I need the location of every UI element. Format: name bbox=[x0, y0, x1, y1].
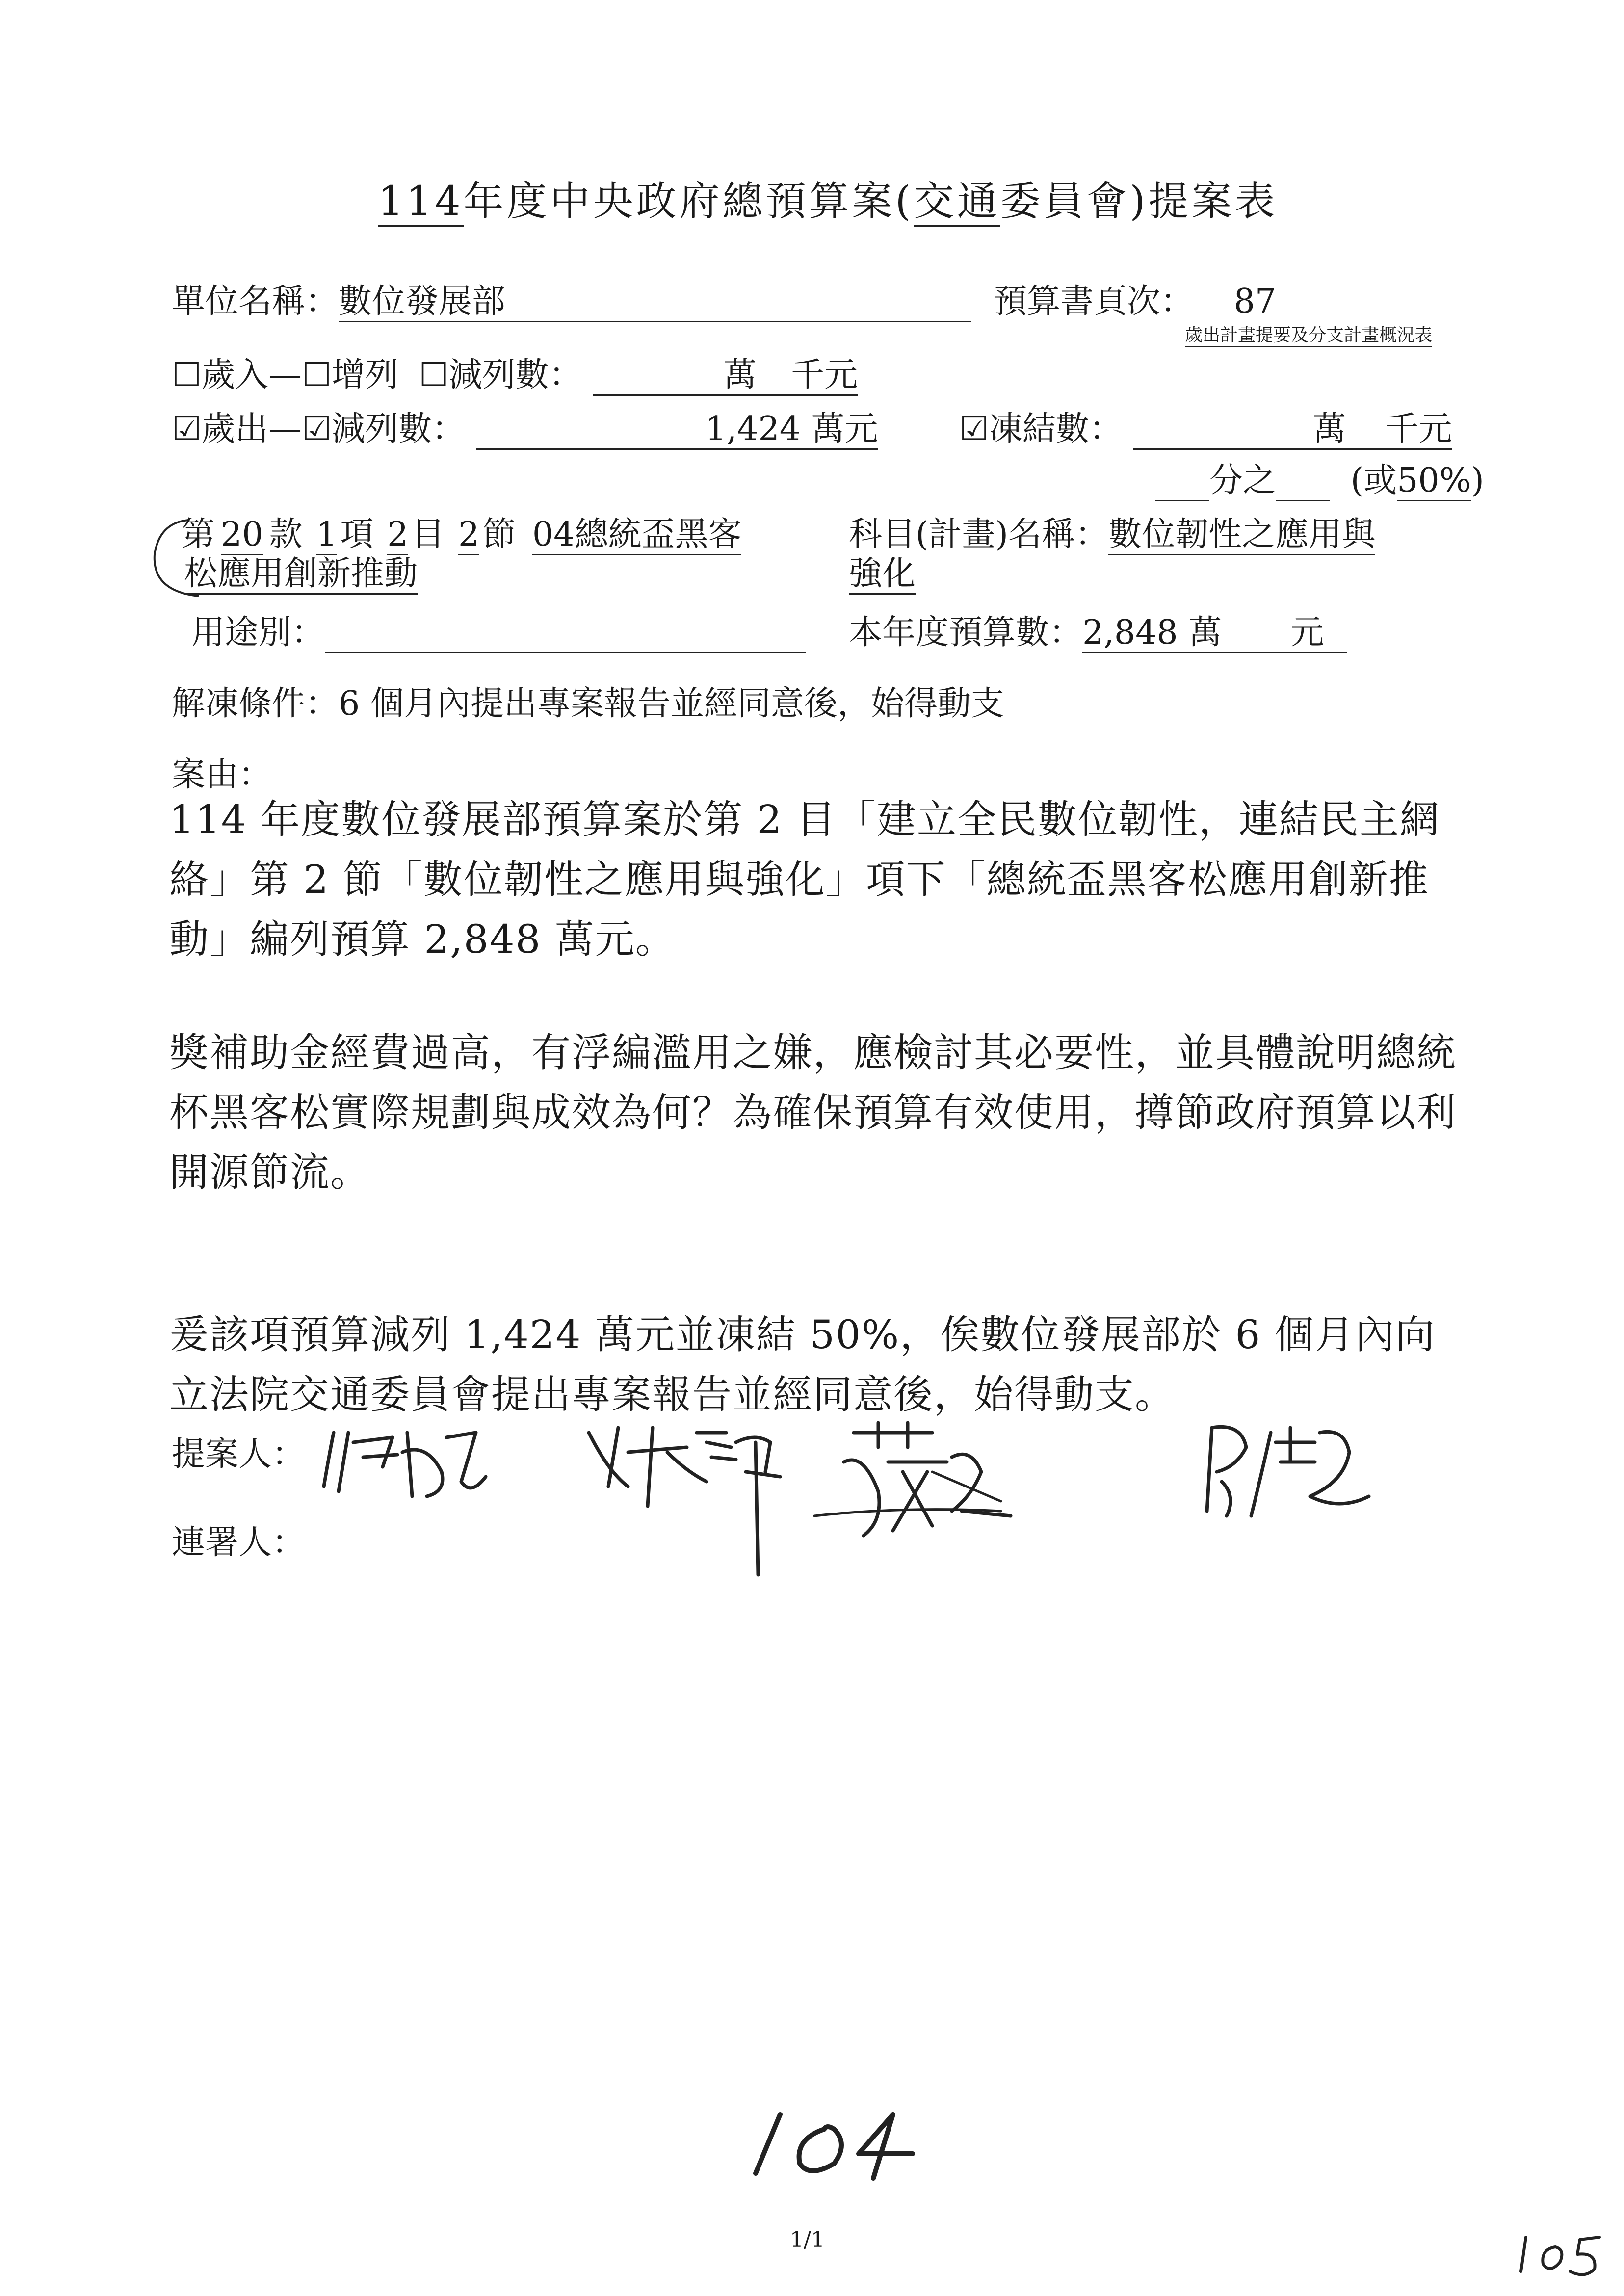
item-jie: 2 bbox=[458, 516, 479, 555]
checkbox-checked-icon: ☑ bbox=[959, 410, 989, 448]
unit-label: 單位名稱： bbox=[172, 282, 339, 321]
handwritten-page-number bbox=[726, 2100, 932, 2188]
reason-paragraph-3: 爰該項預算減列 1,424 萬元並凍結 50%，俟數位發展部於 6 個月內向立法院交通委員會提出專案報告並經同意後，始得動支。 bbox=[169, 1312, 1436, 1417]
freeze-row bbox=[959, 402, 1452, 450]
page-ref-label: 預算書頁次： bbox=[994, 282, 1194, 321]
expense-label: 歲出— bbox=[201, 410, 302, 448]
signature-4 bbox=[1207, 1427, 1369, 1516]
expense-reduce-value: 1,424 萬元 bbox=[476, 410, 878, 450]
reason-label: 案由： bbox=[172, 756, 272, 794]
title-committee: 交通 bbox=[914, 179, 1000, 227]
title-part1: 年度中央政府總預算案( bbox=[463, 178, 914, 225]
freeze-amount-field: 萬 千元 bbox=[1133, 410, 1452, 450]
signatures bbox=[314, 1413, 1442, 1590]
unit-row bbox=[172, 275, 971, 322]
checkbox-checked-icon: ☑ bbox=[172, 410, 202, 448]
add-label: 增列 bbox=[331, 356, 398, 394]
fen-zhi-label: 分之 bbox=[1209, 461, 1277, 500]
usage-row bbox=[191, 606, 806, 653]
signature-1 bbox=[324, 1433, 486, 1496]
subject-row-2 bbox=[849, 554, 916, 595]
item-name-2: 松應用創新推動 bbox=[184, 555, 418, 595]
fraction-row: 分之 (或50%) bbox=[1155, 454, 1484, 501]
checkbox-icon: ☐ bbox=[172, 356, 202, 394]
page-ref-note: 歲出計畫提要及分支計畫概況表 bbox=[1185, 321, 1432, 347]
subject-value-1: 數位韌性之應用與 bbox=[1108, 516, 1375, 555]
title-part2: 委員會)提案表 bbox=[1000, 178, 1278, 225]
unfreeze-value: 6 個月內提出專案報告並經同意後，始得動支 bbox=[339, 684, 1004, 723]
or-label: (或 bbox=[1350, 461, 1397, 500]
item-name-1: 總統盃黑客 bbox=[575, 516, 741, 555]
corner-handwritten-number bbox=[1511, 2227, 1609, 2281]
proposer-label: 提案人： bbox=[172, 1435, 306, 1474]
item-row-2 bbox=[184, 554, 418, 595]
expense-row bbox=[172, 402, 878, 450]
checkbox-checked-icon: ☑ bbox=[301, 410, 332, 448]
page-title bbox=[378, 169, 1278, 227]
subject-value-2: 強化 bbox=[849, 555, 916, 595]
page-ref-value: 87 bbox=[1233, 282, 1277, 321]
budget-amount-field: 2,848 萬 元 bbox=[1082, 614, 1347, 653]
revenue-label: 歲入— bbox=[201, 356, 302, 394]
item-xiang: 1 bbox=[316, 516, 337, 555]
item-code: 04 bbox=[532, 516, 575, 555]
unit-value: 數位發展部 bbox=[339, 283, 971, 322]
reason-paragraph-1: 114 年度數位發展部預算案於第 2 目「建立全民數位韌性，連結民主網絡」第 2 節「數位韌性之應用與強化」項下「總統盃黑客松應用創新推動」編列預算 2,848 萬元。 bbox=[169, 797, 1440, 962]
reduce-label: 減列數： bbox=[448, 356, 582, 394]
subject-label: 科目(計畫)名稱： bbox=[849, 515, 1109, 554]
unfreeze-label: 解凍條件： bbox=[172, 684, 339, 723]
item-row: 第 20 款 1項 2目 2節 04總統盃黑客 bbox=[182, 508, 741, 555]
item-mu: 2 bbox=[387, 516, 408, 555]
revenue-row bbox=[172, 348, 858, 396]
page-ref-row bbox=[994, 275, 1276, 322]
budget-row bbox=[849, 606, 1347, 653]
unfreeze-row bbox=[172, 677, 1004, 725]
item-kuan: 20 bbox=[221, 516, 263, 555]
freeze-label: 凍結數： bbox=[989, 410, 1123, 448]
signature-3 bbox=[814, 1423, 1011, 1536]
reason-paragraph-2: 獎補助金經費過高，有浮編濫用之嫌，應檢討其必要性，並具體說明總統杯黑客松實際規劃與成效為何？為確保預算有效使用，撙節政府預算以利開源節流。 bbox=[169, 1030, 1457, 1195]
cosigner-label: 連署人： bbox=[172, 1523, 306, 1562]
reduce-label: 減列數： bbox=[331, 410, 465, 448]
signature-2 bbox=[589, 1428, 780, 1575]
usage-label: 用途別： bbox=[191, 613, 325, 652]
subject-row bbox=[849, 508, 1375, 555]
budget-label: 本年度預算數： bbox=[849, 613, 1083, 652]
checkbox-icon: ☐ bbox=[301, 356, 332, 394]
title-year: 114 bbox=[378, 179, 464, 227]
revenue-amount-field: 萬 千元 bbox=[593, 356, 858, 396]
checkbox-icon: ☐ bbox=[419, 356, 449, 394]
page-number: 1/1 bbox=[790, 2227, 825, 2252]
freeze-percent: 50% bbox=[1397, 462, 1471, 501]
